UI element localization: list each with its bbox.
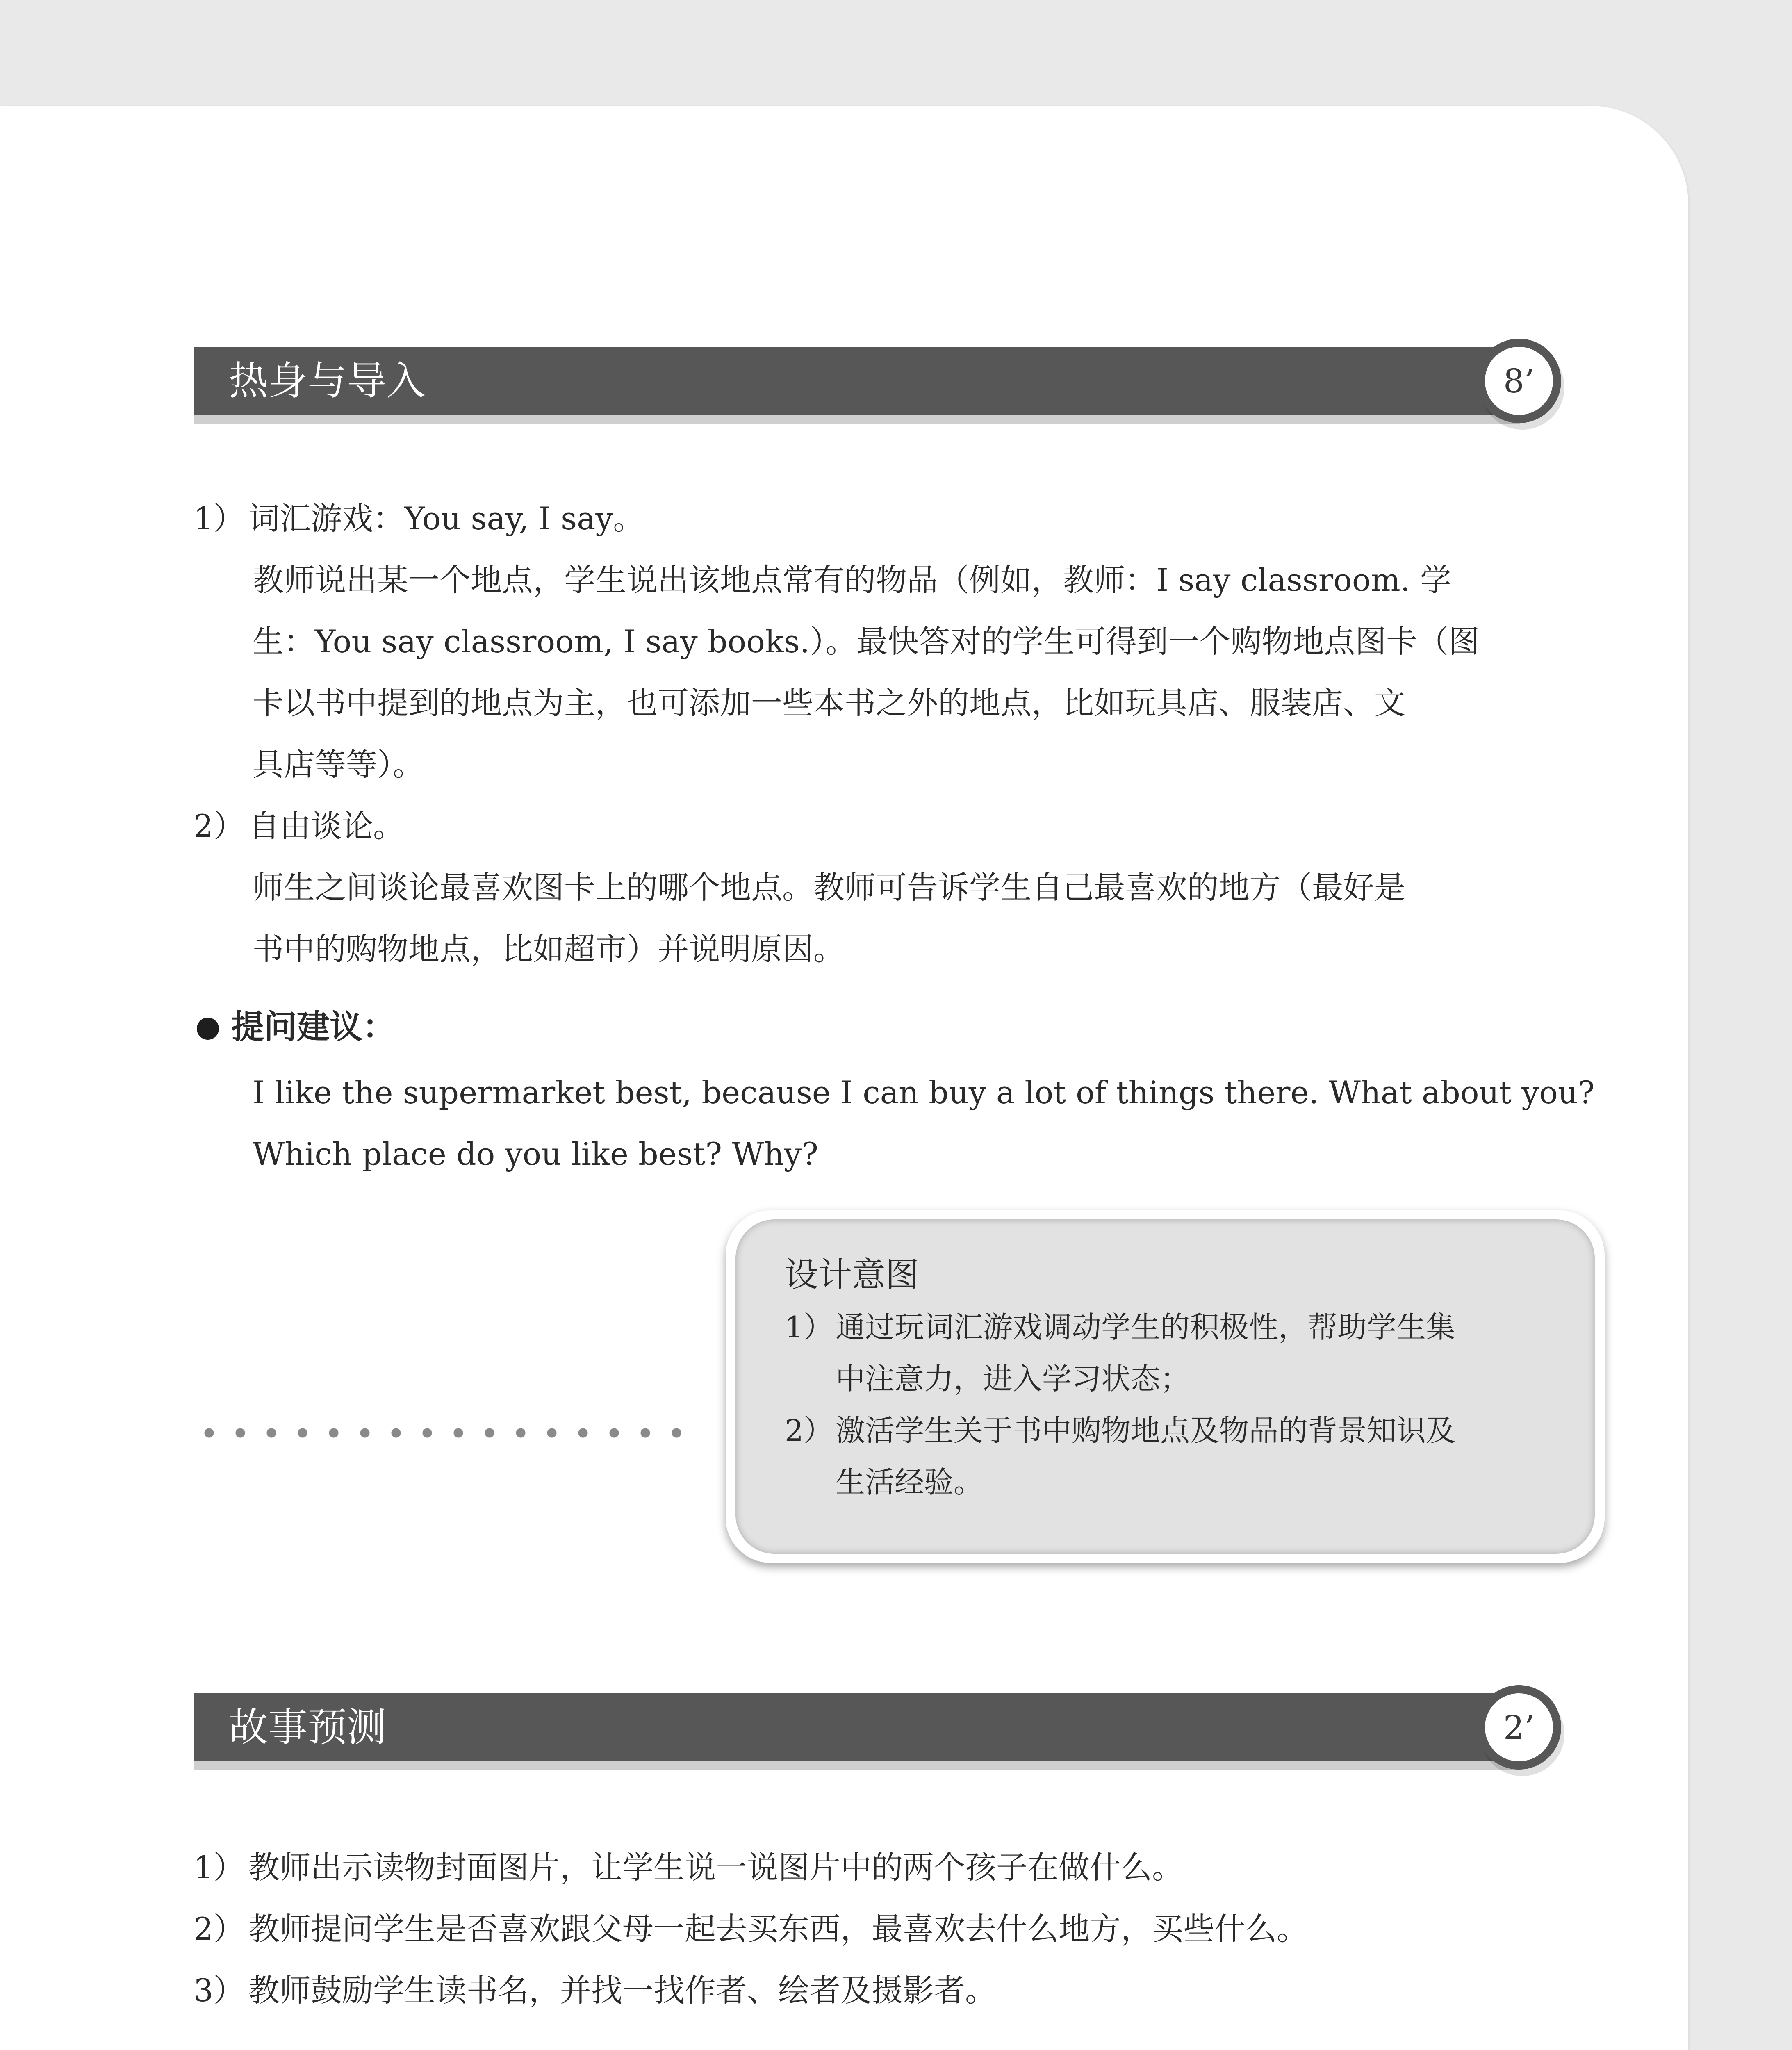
tips-heading xyxy=(197,996,395,1058)
item-text: 具店等等）。 xyxy=(253,746,424,783)
item-text: 师生之间谈论最喜欢图卡上的哪个地点。教师可告诉学生自己最喜欢的地方（最好是 xyxy=(253,869,1405,906)
intent-text: 通过玩词汇游戏调动学生的积极性，帮助学生集 xyxy=(836,1310,1456,1344)
bullet-icon xyxy=(197,1018,219,1040)
tips-heading xyxy=(197,2042,395,2050)
item-number: 1） xyxy=(194,1849,245,1886)
item-text: 教师说出某一个地点，学生说出该地点常有的物品（例如，教师：I say classroom. 学 xyxy=(253,562,1451,598)
tips-title: 提问建议： xyxy=(231,1008,395,1046)
item-text: 卡以书中提到的地点为主，也可添加一些本书之外的地点，比如玩具店、服装店、文 xyxy=(253,685,1405,721)
time-label: 8’ xyxy=(1503,362,1535,400)
intent-text: 生活经验。 xyxy=(836,1465,984,1499)
intent-text: 激活学生关于书中购物地点及物品的背景知识及 xyxy=(836,1413,1456,1448)
tip-question: Which place do you like best? Why? xyxy=(253,1136,818,1172)
section-title: 热身与导入 xyxy=(229,358,426,404)
design-intent-inner xyxy=(735,1219,1595,1554)
item-text: 教师出示读物封面图片，让学生说一说图片中的两个孩子在做什么。 xyxy=(248,1849,1183,1886)
time-badge xyxy=(1477,339,1561,423)
time-label: 2’ xyxy=(1503,1708,1535,1747)
intent-number: 1） xyxy=(785,1310,833,1344)
item-number: 3） xyxy=(194,1972,245,2009)
dotted-leader xyxy=(194,1427,702,1439)
section-banner-warmup xyxy=(194,347,1520,415)
design-intent-box xyxy=(726,1210,1605,1563)
item-text: 教师鼓励学生读书名，并找一找作者、绘者及摄影者。 xyxy=(248,1972,996,2009)
section-banner-prediction xyxy=(194,1693,1520,1761)
item-number: 2） xyxy=(194,808,245,844)
item-text: 教师提问学生是否喜欢跟父母一起去买东西，最喜欢去什么地方，买些什么。 xyxy=(248,1911,1308,1947)
design-intent-title: 设计意图 xyxy=(785,1255,920,1294)
item-text: 自由谈论。 xyxy=(248,808,404,844)
tip-question: I like the supermarket best, because I can buy a lot of things there. What about you? xyxy=(253,1074,1595,1111)
item-number: 2） xyxy=(194,1911,245,1947)
item-number: 1） xyxy=(194,500,245,537)
item-text: 词汇游戏：You say, I say。 xyxy=(248,500,644,537)
item-text: 生：You say classroom, I say books.）。最快答对的学生可得到一个购物地点图卡（图 xyxy=(253,623,1480,660)
intent-text: 中注意力，进入学习状态； xyxy=(836,1362,1190,1396)
item-text: 书中的购物地点，比如超市）并说明原因。 xyxy=(253,931,845,967)
intent-number: 2） xyxy=(785,1413,833,1448)
time-badge xyxy=(1477,1685,1561,1770)
section-title: 故事预测 xyxy=(229,1704,386,1750)
